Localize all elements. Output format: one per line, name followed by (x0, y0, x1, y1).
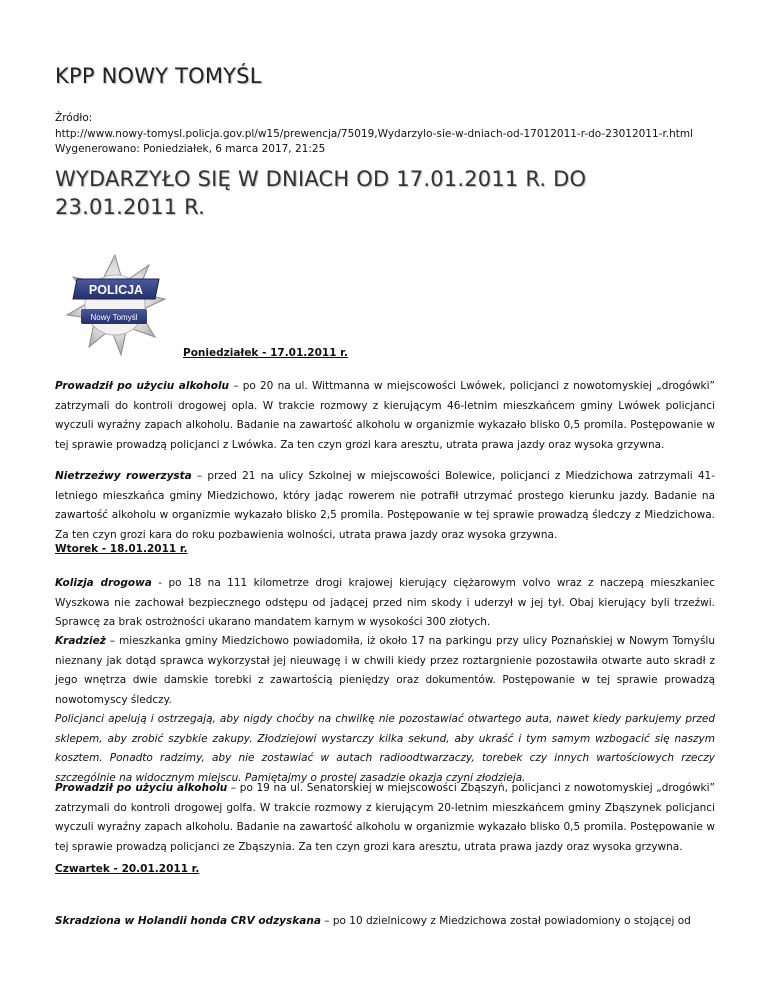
source-label: Źródło: (55, 112, 93, 124)
entry-text: – po 10 dzielnicowy z Miedzichowa został powiadomiony o stojącej od (320, 915, 691, 927)
entry-paragraph (55, 574, 715, 633)
entry-note: Policjanci apelują i ostrzegają, aby nigdy choćby na chwilkę nie pozostawiać otwartego auta, nawet kiedy parkujemy przed sklepem, aby zrobić szybkie zakupy. Złodziejowi wystarczy kilka sekund, aby ukraść i tym samym wzbogacić się naszym kosztem. Ponadto radzimy, aby nie zostawiać w autach radioodtwarzaczy, torebek czy innych wartościowych rzeczy szczególnie na widocznym miejscu. Pamiętajmy o prostej zasadzie okazja czyni złodzieja. (55, 713, 715, 784)
entry-paragraph (55, 467, 715, 545)
entry-paragraph (55, 632, 715, 788)
article-title: WYDARZYŁO SIĘ W DNIACH OD 17.01.2011 R. DO 23.01.2011 R. (55, 167, 587, 219)
entry-lead: Nietrzeźwy rowerzysta (55, 470, 192, 482)
entry-lead: Prowadził po użyciu alkoholu (55, 782, 228, 794)
day-heading: Czwartek - 20.01.2011 r. (55, 863, 200, 875)
svg-text:POLICJA: POLICJA (88, 283, 144, 297)
day-heading: Poniedziałek - 17.01.2011 r. (183, 347, 348, 359)
site-title: KPP NOWY TOMYŚL (55, 64, 262, 88)
entry-lead: Prowadził po użyciu alkoholu (55, 380, 230, 392)
source-meta (55, 111, 693, 158)
entry-lead: Kradzież (55, 635, 106, 647)
entry-text: – po 20 na ul. Wittmanna w miejscowości Lwówek, policjanci z nowotomyskiej „drogówki” zatrzymali do kontroli drogowej opla. W trakcie rozmowy z kierującym 46-letnim mieszkańcem gminy Lwówek policjanci wyczuli wyraźny zapach alkoholu. Badanie na zawartość alkoholu w organizmie wykazało blisko 0,5 promila. Postępowanie w tej sprawie prowadzą policjanci z Lwówka. Za ten czyn grozi kara aresztu, utrata prawa jazdy oraz wysoka grzywna. (55, 380, 715, 451)
source-url[interactable]: http://www.nowy-tomysl.policja.gov.pl/w15/prewencja/75019,Wydarzylo-sie-w-dniach-od-17012011-r-do-23012011-r.html (55, 127, 694, 140)
day-heading: Wtorek - 18.01.2011 r. (55, 543, 188, 555)
entry-text: - po 18 na 111 kilometrze drogi krajowej kierujący ciężarowym volvo wraz z naczepą mieszkaniec Wyszkowa nie zachował bezpiecznego odstępu od jadącej przed nim skody i uderzył w jej tył. Obaj kierujący byli trzeźwi. Sprawcę za brak ostrożności ukarano mandatem karnym w wysokości 300 złotych. (55, 577, 715, 628)
entry-lead: Skradziona w Holandii honda CRV odzyskana (55, 915, 321, 927)
entry-text: – mieszkanka gminy Miedzichowo powiadomiła, iż około 17 na parkingu przy ulicy Poznańskiej w Nowym Tomyślu nieznany jak dotąd sprawca wykorzystał jej nieuwagę i w chwili kiedy przez roztargnienie pozostawiła otwarte auto skradł z jego wnętrza dwie damskie torebki z zawartością pieniędzy oraz dokumentów. Postępowanie w tej sprawie prowadzą nowotomyscy śledczy. (55, 635, 715, 706)
police-star-badge-icon (63, 253, 167, 357)
entry-paragraph (55, 779, 715, 857)
svg-text:Nowy Tomyśl: Nowy Tomyśl (90, 313, 138, 322)
generated-date: Wygenerowano: Poniedziałek, 6 marca 2017, 21:25 (55, 143, 326, 155)
entry-text: – przed 21 na ulicy Szkolnej w miejscowości Bolewice, policjanci z Miedzichowa zatrzymali 41-letniego mieszkańca gminy Miedzichowo, który jadąc rowerem nie potrafił utrzymać prostego kierunku jazdy. Badanie na zawartość alkoholu w organizmie wykazało blisko 2,5 promila. Postępowanie w tej sprawie prowadzą śledczy z Miedzichowa. Za ten czyn grozi kara do roku pozbawienia wolności, utrata prawa jazdy oraz wysoka grzywna. (55, 470, 715, 541)
entry-paragraph (55, 912, 715, 932)
entry-paragraph (55, 377, 715, 455)
entry-lead: Kolizja drogowa (55, 577, 152, 589)
entry-text: – po 19 na ul. Senatorskiej w miejscowości Zbąszyń, policjanci z nowotomyskiej „drogówki” zatrzymali do kontroli drogowej golfa. W trakcie rozmowy z kierującym 20-letnim mieszkańcem gminy Zbąszynek policjanci wyczuli wyraźny zapach alkoholu. Badanie na zawartość alkoholu w organizmie wykazało blisko 0,5 promila. Postępowanie w tej sprawie prowadzą policjanci ze Zbąszynia. Za ten czyn grozi kara aresztu, utrata prawa jazdy oraz wysoka grzywna. (55, 782, 715, 853)
